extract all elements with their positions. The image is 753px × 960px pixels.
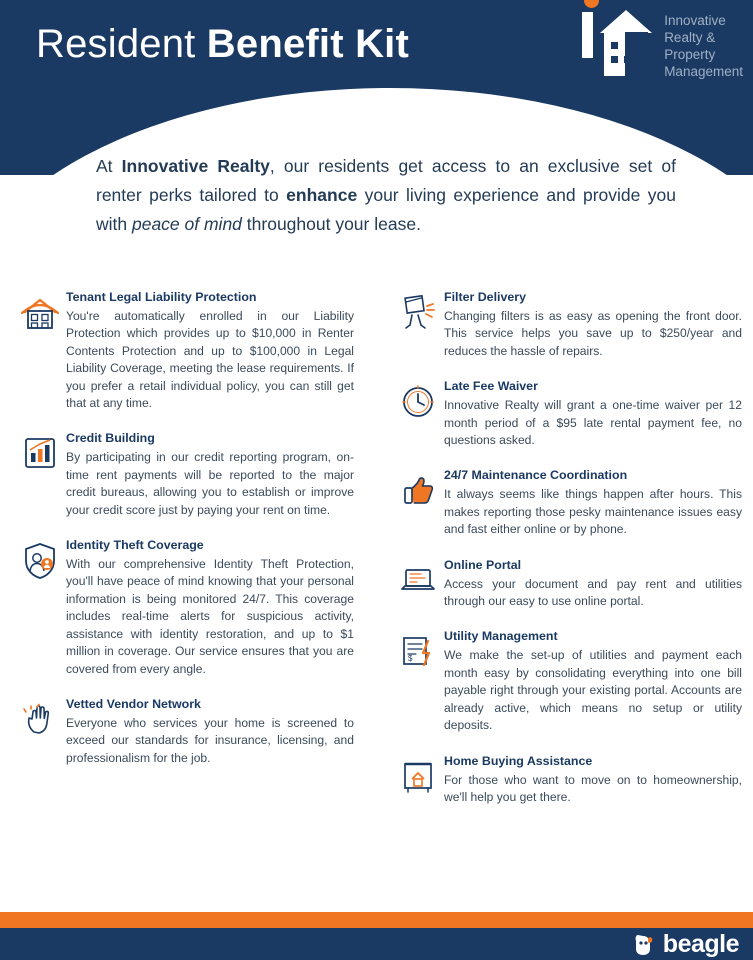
beagle-brand [632,930,739,959]
benefit-text: Innovative Realty will grant a one-time waiver per 12 month period of a $95 late rental payment fee, no questions asked. [444,398,742,448]
benefit-body [66,538,354,678]
page-title [36,22,409,67]
benefit-body [444,754,742,807]
benefit-text: Access your document and pay rent and utilities through our easy to use online portal. [444,576,742,609]
clock-icon [392,379,444,425]
benefit-item [14,290,354,412]
benefit-body [66,290,354,412]
benefit-item [392,290,742,360]
benefit-item [14,697,354,767]
logo-line-2: Realty & [664,30,716,45]
intro-company-name: Innovative Realty [121,156,270,176]
benefit-text: With our comprehensive Identity Theft Protection, you'll have peace of mind knowing that your personal information is being monitored 24/7. This coverage includes real-time alerts for suspicious activity, assistance with identity restoration, and up to $1 million in coverage. Our service ensures that you are covered from every angle. [66,557,354,676]
benefit-body [444,379,742,449]
benefit-item [392,468,742,538]
benefit-body [66,697,354,767]
benefit-item [392,754,742,807]
logo-line-1: Innovative [664,13,726,28]
benefit-title: Identity Theft Coverage [66,538,204,553]
benefit-text: For those who want to move on to homeownership, we'll help you get there. [444,772,742,804]
benefit-text: It always seems like things happen after hours. This makes reporting those pesky maintenance issues easy and fast either online or by phone. [444,487,742,537]
benefit-item [392,558,742,611]
benefit-body [444,468,742,538]
benefit-item [392,629,742,734]
benefit-body [444,290,742,360]
company-logo [580,6,743,86]
page-header [0,0,753,175]
logo-company-name [664,12,743,80]
delivery-box-icon [392,290,444,336]
benefit-title: Utility Management [444,629,558,644]
bar-chart-icon [14,431,66,477]
benefit-text: We make the set-up of utilities and payment each month easy by consolidating everything into one bill payable right through your existing portal. Accounts are already active, which means no setup or utility deposits. [444,648,742,733]
intro-peace-of-mind: peace of mind [131,214,242,234]
page-title-light: Resident [36,22,207,66]
benefits-left-column [0,290,376,825]
benefit-item [14,431,354,519]
benefits-right-column [376,290,752,825]
page-title-bold: Benefit Kit [206,22,409,66]
benefit-text: Changing filters is as easy as opening the front door. This service helps you save up to $250/year and reduces the hassle of repairs. [444,309,742,358]
footer-orange-bar [0,912,753,928]
page-footer [0,928,753,960]
benefit-title: Filter Delivery [444,290,526,304]
benefits-columns [0,290,753,825]
intro-part-3: your living experience and provide you with [96,185,677,234]
benefit-title: Home Buying Assistance [444,753,593,768]
svg-text:$: $ [408,654,413,664]
benefit-item [14,538,354,678]
beagle-wordmark: beagle [662,929,739,958]
benefit-title: Online Portal [444,557,522,572]
logo-line-3: Property [664,47,716,62]
benefit-title: Credit Building [66,431,155,446]
benefit-title: 24/7 Maintenance Coordination [444,468,628,483]
intro-enhance-word: enhance [286,185,358,205]
benefit-item [392,379,742,449]
benefit-title: Tenant Legal Liability Protection [66,290,257,304]
benefit-title: Vetted Vendor Network [66,696,201,711]
benefit-text: You're automatically enrolled in our Liability Protection which provides up to $10,000 in Renter Contents Protection and up to $100,000 in Legal Liability Coverage, meeting the lease requirements. If you prefer a retail individual policy, you can still get that at any time. [66,309,354,411]
intro-part-4: throughout your lease. [241,214,421,234]
house-shield-icon [14,290,66,336]
laptop-icon [392,558,444,604]
beagle-dog-icon [632,931,656,957]
benefit-body [66,431,354,519]
thumbs-up-icon [392,468,444,514]
innovative-realty-logo-icon [580,6,658,86]
benefit-text: By participating in our credit reporting program, on-time rent payments will be reported to the major credit bureaus, allowing you to establish or improve your credit score just by paying your rent on time. [66,450,354,517]
benefit-title: Late Fee Waiver [444,379,538,394]
benefit-body [444,558,742,611]
utility-bill-icon [392,629,444,675]
benefit-body [444,629,742,734]
intro-paragraph [96,152,676,239]
logo-line-4: Management [664,64,743,79]
benefit-text: Everyone who services your home is screened to exceed our standards for insurance, licensing, and professionalism for the job. [66,715,354,765]
intro-part-1: At [96,156,122,176]
handshake-hand-icon [14,697,66,743]
shield-user-icon [14,538,66,584]
home-buying-icon [392,754,444,800]
intro-part-2: , our residents get access to an exclusive set of renter perks tailored to [96,156,676,205]
